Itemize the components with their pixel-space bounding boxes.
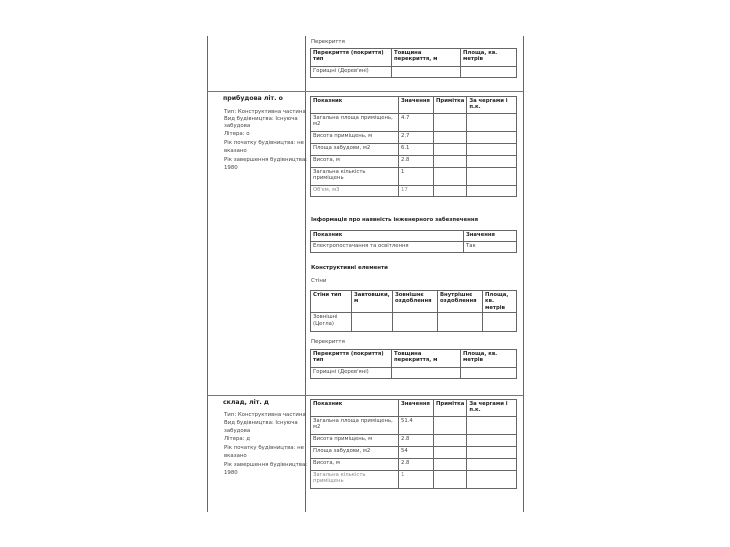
cell: 2.8 — [399, 459, 434, 471]
cell: 1 — [399, 168, 434, 186]
col-header: Товщина перекриття, м — [392, 49, 461, 67]
table-row — [311, 459, 517, 471]
cell — [461, 368, 517, 379]
table-row — [311, 471, 517, 489]
col-header: Примітка — [434, 400, 467, 417]
cell — [434, 447, 467, 459]
cell: Зовнішні (Цегла) — [311, 313, 352, 332]
cell — [392, 368, 461, 379]
cell — [467, 417, 517, 435]
col-header: Значення — [399, 97, 434, 114]
table-row — [311, 156, 517, 168]
cell: Загальна площа приміщень, м2 — [311, 114, 399, 132]
cell — [434, 144, 467, 156]
cell — [467, 114, 517, 132]
cell — [434, 168, 467, 186]
info-line: Літера: д — [224, 436, 250, 442]
cell: Висота, м — [311, 156, 399, 168]
building-o-title: прибудова літ. о — [223, 95, 283, 102]
col-header: Перекриття (покриття) тип — [311, 49, 392, 67]
cell — [438, 313, 483, 332]
cell — [467, 144, 517, 156]
cell — [467, 186, 517, 197]
col-header: Стіни тип — [311, 291, 352, 313]
cell — [467, 435, 517, 447]
cell: 2.7 — [399, 132, 434, 144]
col-header: Перекриття (покриття) тип — [311, 350, 392, 368]
cell — [434, 471, 467, 489]
floor-caption-top: Перекриття — [311, 39, 345, 45]
table-row — [311, 168, 517, 186]
cell — [392, 67, 461, 78]
info-line: вказано — [224, 453, 247, 459]
cell: Загальна кількість приміщень — [311, 168, 399, 186]
info-line: Рік завершення будівництва: — [224, 462, 308, 468]
floor-table-top — [310, 48, 517, 78]
cell: 4.7 — [399, 114, 434, 132]
info-line: забудова — [224, 428, 251, 434]
frame-middle-line — [305, 36, 306, 512]
info-line: 1980 — [224, 470, 238, 476]
col-header: Показник — [311, 400, 399, 417]
frame-left-line — [207, 36, 208, 512]
cell — [467, 447, 517, 459]
cell — [461, 67, 517, 78]
cell: Горищні (Дерев'яні) — [311, 368, 392, 379]
info-line: 1980 — [224, 165, 238, 171]
table-row — [311, 313, 517, 332]
cell — [467, 132, 517, 144]
cell: Об'єм, м3 — [311, 186, 399, 197]
col-header: Показник — [311, 231, 464, 242]
cell: Висота приміщень, м — [311, 132, 399, 144]
table-row — [311, 417, 517, 435]
info-line: Рік початку будівництва: не — [224, 445, 304, 451]
cell: Так — [464, 242, 517, 253]
cell — [434, 132, 467, 144]
info-line: забудова — [224, 123, 251, 129]
col-header: Зовнішнє оздоблення — [393, 291, 438, 313]
cell: Горищні (Дерев'яні) — [311, 67, 392, 78]
cell — [393, 313, 438, 332]
cell — [434, 435, 467, 447]
building-d-title: склад, літ. д — [223, 399, 269, 406]
col-header: Площа, кв. метрів — [461, 350, 517, 368]
info-line: Вид будівництва: Існуюча — [224, 116, 298, 122]
table-row — [311, 186, 517, 197]
section-divider-top — [207, 91, 524, 92]
cell: 54 — [399, 447, 434, 459]
cell — [467, 156, 517, 168]
info-line: Тип: Конструктивна частина — [224, 109, 306, 115]
frame-right-line — [523, 36, 524, 512]
info-line: Рік завершення будівництва: — [224, 157, 308, 163]
cell: 2.8 — [399, 156, 434, 168]
table-row — [311, 368, 517, 379]
cell: Електропостачання та освітлення — [311, 242, 464, 253]
col-header: Площа, кв. метрів — [461, 49, 517, 67]
cell — [434, 459, 467, 471]
cell — [434, 156, 467, 168]
cell — [434, 417, 467, 435]
cell: Висота, м — [311, 459, 399, 471]
info-line: Вид будівництва: Існуюча — [224, 420, 298, 426]
col-header: Значення — [464, 231, 517, 242]
table-row — [311, 435, 517, 447]
construct-title: Конструктивні елементи — [311, 265, 388, 271]
engineering-title: Інформація про наявність інженерного забезпечення — [311, 217, 479, 223]
cell — [434, 114, 467, 132]
info-line: вказано — [224, 148, 247, 154]
cell — [352, 313, 393, 332]
table-row — [311, 132, 517, 144]
table-row — [311, 447, 517, 459]
info-line: Тип: Конструктивна частина — [224, 412, 306, 418]
engineering-table — [310, 230, 517, 253]
col-header: Завтовшки, м — [352, 291, 393, 313]
section-divider-bottom — [207, 395, 524, 396]
table-row — [311, 242, 517, 253]
col-header: За чергами і п.к. — [467, 97, 517, 114]
floor-table-o — [310, 349, 517, 379]
cell: Загальна кількість приміщень — [311, 471, 399, 489]
cell — [467, 168, 517, 186]
cell: Площа забудови, м2 — [311, 144, 399, 156]
cell — [467, 459, 517, 471]
col-header: Товщина перекриття, м — [392, 350, 461, 368]
cell — [434, 186, 467, 197]
info-line: Рік початку будівництва: не — [224, 140, 304, 146]
table-row — [311, 67, 517, 78]
col-header: Внутрішнє оздоблення — [438, 291, 483, 313]
cell: 6.1 — [399, 144, 434, 156]
col-header: Примітка — [434, 97, 467, 114]
cell — [467, 471, 517, 489]
cell: Площа забудови, м2 — [311, 447, 399, 459]
cell: 17 — [399, 186, 434, 197]
table-row — [311, 114, 517, 132]
cell — [483, 313, 517, 332]
cell: Висота приміщень, м — [311, 435, 399, 447]
indicators-table-o — [310, 96, 517, 197]
walls-caption: Стіни — [311, 278, 327, 284]
walls-table — [310, 290, 517, 332]
floor-caption-o: Перекриття — [311, 339, 345, 345]
cell: Загальна площа приміщень, м2 — [311, 417, 399, 435]
col-header: За чергами і п.к. — [467, 400, 517, 417]
col-header: Значення — [399, 400, 434, 417]
col-header: Площа, кв. метрів — [483, 291, 517, 313]
indicators-table-d — [310, 399, 517, 489]
col-header: Показник — [311, 97, 399, 114]
cell: 2.8 — [399, 435, 434, 447]
cell: 51.4 — [399, 417, 434, 435]
table-row — [311, 144, 517, 156]
cell: 1 — [399, 471, 434, 489]
info-line: Літера: о — [224, 131, 250, 137]
